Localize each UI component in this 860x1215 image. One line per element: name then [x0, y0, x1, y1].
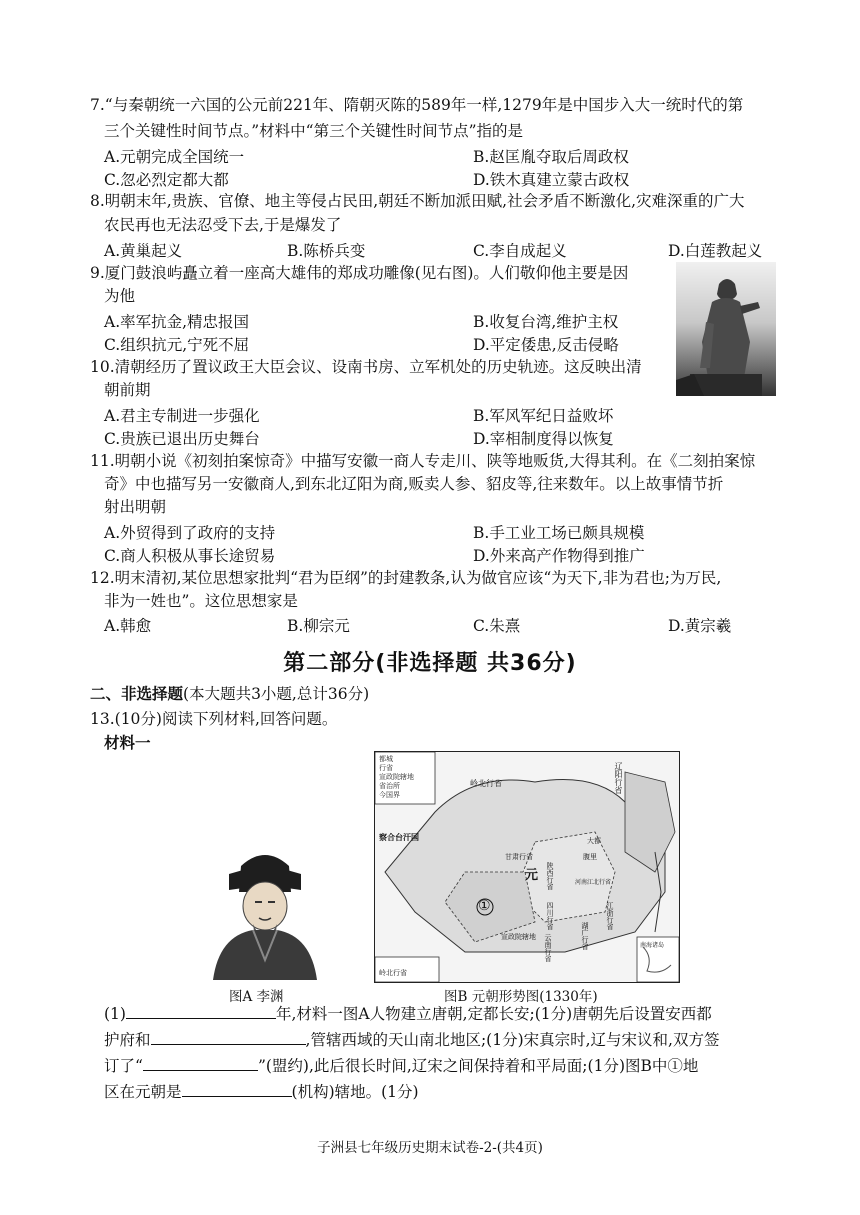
map-label-henan: 河南江北行省 — [575, 879, 612, 886]
q13-part1-text2a: 护府和 — [104, 1031, 151, 1049]
q12-stem-line2: 非为一姓也”。这位思想家是 — [104, 592, 298, 610]
q13-intro: 13.(10分)阅读下列材料,回答问题。 — [90, 710, 338, 728]
q10-option-c[interactable]: C.贵族已退出历史舞台 — [104, 430, 260, 448]
part2-title: 第二部分(非选择题 共36分) — [283, 651, 577, 676]
material-one-label: 材料一 — [104, 733, 151, 752]
q9-option-c[interactable]: C.组织抗元,宁死不屈 — [104, 336, 250, 354]
section-heading-line — [90, 684, 369, 704]
q12-option-b[interactable]: B.柳宗元 — [287, 617, 350, 635]
map-label-fuli: 腹里 — [583, 853, 597, 861]
map-label-huguang: 湖广行省 — [581, 922, 589, 950]
map-label-xuanzheng: 宣政院辖地 — [501, 933, 536, 941]
q11-stem-line1: 11.明朝小说《初刻拍案惊奇》中描写安徽一商人专走川、陕等地贩货,大得其利。在《二刻拍案惊 — [90, 452, 756, 470]
map-inset-label: 南海诸岛 — [640, 942, 665, 949]
q13-part1-line1 — [104, 1004, 712, 1024]
q13-part1-text3b: ”(盟约),此后很长时间,辽宋之间保持着和平局面;(1分)图B中①地 — [257, 1057, 699, 1075]
answer-blank-year[interactable] — [126, 1004, 276, 1019]
caption-figure-b: 图B 元朝形势图(1330年) — [444, 989, 598, 1005]
map-legend — [379, 755, 414, 800]
section-heading: 二、非选择题 — [90, 684, 184, 703]
map-label-lingbei-inset: 岭北行省 — [379, 969, 407, 977]
q10-option-d[interactable]: D.宰相制度得以恢复 — [473, 430, 614, 448]
q11-option-b[interactable]: B.手工业工场已颇具规模 — [473, 524, 645, 542]
legend-item-capital: 都城 — [379, 755, 393, 763]
q10-option-a[interactable]: A.君主专制进一步强化 — [104, 407, 260, 425]
answer-blank-institution[interactable] — [182, 1082, 292, 1097]
q13-part1-text4b: (机构)辖地。(1分) — [291, 1083, 419, 1101]
q8-stem-line2: 农民再也无法忍受下去,于是爆发了 — [104, 216, 342, 234]
zheng-chenggong-statue-image — [676, 262, 776, 396]
q13-part1-text1: 年,材料一图A人物建立唐朝,定都长安;(1分)唐朝先后设置安西都 — [275, 1005, 712, 1023]
q13-part1-text2b: ,管辖西域的天山南北地区;(1分)宋真宗时,辽与宋议和,双方签 — [305, 1031, 720, 1049]
q10-stem-line2: 朝前期 — [104, 381, 151, 399]
map-label-lingbei: 岭北行省 — [470, 779, 502, 788]
q10-stem-line1: 10.清朝经历了置议政王大臣会议、设南书房、立军机处的历史轨迹。这反映出清 — [90, 358, 642, 376]
q8-option-a[interactable]: A.黄巢起义 — [104, 242, 183, 260]
q7-option-b[interactable]: B.赵匡胤夺取后周政权 — [473, 148, 629, 166]
q7-option-a[interactable]: A.元朝完成全国统一 — [104, 148, 245, 166]
yuan-dynasty-map — [374, 751, 680, 983]
q13-part1-text3a: 订了“ — [104, 1057, 143, 1075]
q7-option-c[interactable]: C.忽必烈定都大都 — [104, 171, 229, 189]
map-label-yuan: 元 — [525, 868, 539, 883]
caption-figure-a: 图A 李渊 — [229, 989, 284, 1005]
q13-part1-text4a: 区在元朝是 — [104, 1083, 182, 1101]
q12-option-c[interactable]: C.朱熹 — [473, 617, 521, 635]
map-label-yunnan: 云南行省 — [544, 934, 552, 962]
map-label-sichuan: 四川行省 — [546, 902, 554, 930]
q13-part1-number: (1) — [104, 1005, 126, 1023]
legend-item-xuanzheng: 宣政院辖地 — [379, 773, 414, 781]
q9-stem-line2: 为他 — [104, 287, 136, 305]
q12-option-a[interactable]: A.韩愈 — [104, 617, 152, 635]
q9-option-a[interactable]: A.率军抗金,精忠报国 — [104, 313, 250, 331]
q7-stem-line2: 三个关键性时间节点。”材料中“第三个关键性时间节点”指的是 — [104, 122, 524, 140]
q12-stem-line1: 12.明末清初,某位思想家批判“君为臣纲”的封建教条,认为做官应该“为天下,非为君也;为万民, — [90, 569, 722, 587]
q8-option-d[interactable]: D.白莲教起义 — [668, 242, 763, 260]
q8-option-c[interactable]: C.李自成起义 — [473, 242, 567, 260]
q7-stem-line1: 7.“与秦朝统一六国的公元前221年、隋朝灭陈的589年一样,1279年是中国步入大一统时代的第 — [90, 96, 744, 114]
q13-part1-line4 — [104, 1082, 419, 1102]
map-label-dadu: 大都 — [587, 837, 601, 845]
legend-item-province: 行省 — [379, 764, 393, 772]
q11-stem-line3: 射出明朝 — [104, 498, 167, 516]
map-label-jiangzhe: 江浙行省 — [606, 902, 614, 930]
q8-stem-line1: 8.明朝末年,贵族、官僚、地主等侵占民田,朝廷不断加派田赋,社会矛盾不断激化,灾难深重的广大 — [90, 192, 745, 210]
page-footer: 子洲县七年级历史期末试卷-2-(共4页) — [317, 1140, 543, 1156]
q11-option-d[interactable]: D.外来高产作物得到推广 — [473, 547, 645, 565]
q11-option-c[interactable]: C.商人积极从事长途贸易 — [104, 547, 276, 565]
q13-part1-line3 — [104, 1056, 698, 1076]
map-label-shaanxi: 陕西行省 — [546, 862, 554, 890]
legend-item-seat: 省治所 — [379, 782, 400, 790]
q8-option-b[interactable]: B.陈桥兵变 — [287, 242, 366, 260]
q9-option-d[interactable]: D.平定倭患,反击侵略 — [473, 336, 619, 354]
map-label-liaoyang: 辽阳行省 — [614, 762, 623, 794]
map-label-chagatai: 察合台汗国 — [379, 832, 419, 842]
answer-blank-treaty[interactable] — [143, 1056, 258, 1071]
section-note: (本大题共3小题,总计36分) — [183, 685, 370, 703]
q12-option-d[interactable]: D.黄宗羲 — [668, 617, 732, 635]
q11-stem-line2: 奇》中也描写另一安徽商人,到东北辽阳为商,贩卖人参、貂皮等,往来数年。以上故事情节折 — [104, 475, 724, 493]
map-label-gansu: 甘肃行省 — [505, 853, 533, 861]
map-marker-one: ① — [478, 898, 491, 914]
q7-option-d[interactable]: D.铁木真建立蒙古政权 — [473, 171, 630, 189]
q10-option-b[interactable]: B.军风军纪日益败坏 — [473, 407, 614, 425]
q11-option-a[interactable]: A.外贸得到了政府的支持 — [104, 524, 276, 542]
legend-item-border: 今国界 — [379, 791, 400, 799]
q9-option-b[interactable]: B.收复台湾,维护主权 — [473, 313, 619, 331]
li-yuan-portrait-image — [203, 846, 327, 980]
q13-part1-line2 — [104, 1030, 719, 1050]
q9-stem-line1: 9.厦门鼓浪屿矗立着一座高大雄伟的郑成功雕像(见右图)。人们敬仰他主要是因 — [90, 264, 629, 282]
answer-blank-protectorate[interactable] — [151, 1030, 306, 1045]
